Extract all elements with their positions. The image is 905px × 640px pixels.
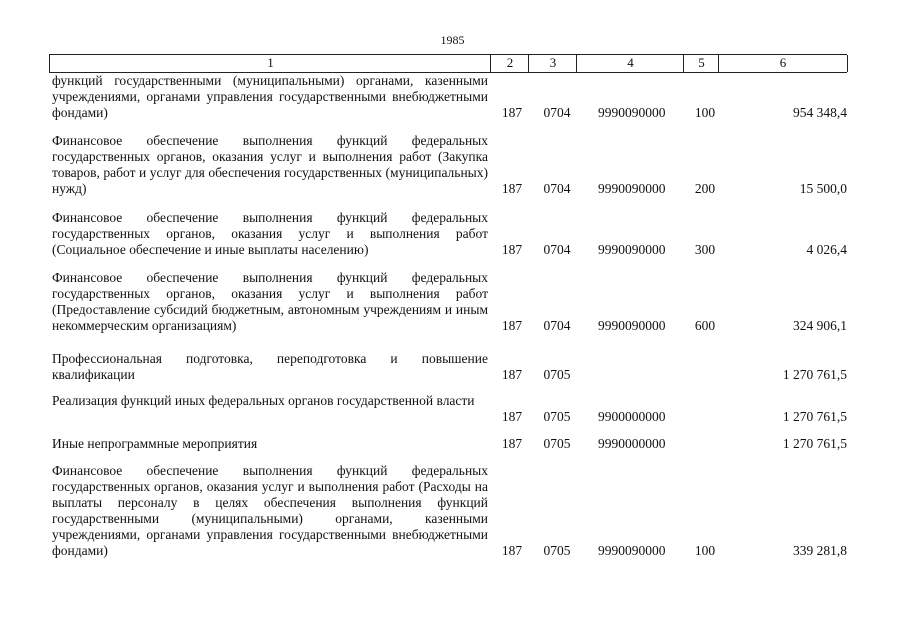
row-description: функций государственными (муниципальными) органами, казенными учреждениями, органами управления государственными внебюджетными фондами) <box>52 73 488 120</box>
table-row <box>0 270 905 334</box>
table-row <box>0 393 905 425</box>
header-col-2: 2 <box>490 55 529 72</box>
row-ministry-code: 187 <box>501 367 523 382</box>
row-description: Профессиональная подготовка, переподготовка и повышение квалификации <box>52 351 488 382</box>
row-amount: 324 906,1 <box>793 318 847 333</box>
row-amount: 4 026,4 <box>806 242 847 257</box>
row-description: Финансовое обеспечение выполнения функций федеральных государственных органов, оказания услуг и выполнения работ (Социальное обеспечение и иные выплаты населению) <box>52 210 488 257</box>
table-row <box>0 210 905 258</box>
row-expense-type: 300 <box>694 242 716 257</box>
row-amount: 954 348,4 <box>793 105 847 120</box>
row-target-code: 9990090000 <box>598 105 666 120</box>
row-target-code: 9990090000 <box>598 181 666 196</box>
row-section-code: 0704 <box>543 318 571 333</box>
page-number: 1985 <box>440 33 465 47</box>
row-section-code: 0705 <box>543 436 571 451</box>
row-amount: 339 281,8 <box>793 543 847 558</box>
row-target-code: 9990090000 <box>598 543 666 558</box>
header-col-5: 5 <box>683 55 719 72</box>
row-amount: 15 500,0 <box>799 181 847 196</box>
row-section-code: 0705 <box>543 543 571 558</box>
row-description: Финансовое обеспечение выполнения функций федеральных государственных органов, оказания услуг и выполнения работ (Предоставление субсидий бюджетным, автономным учреждениям и иным некоммерческим организациям) <box>52 270 488 333</box>
row-description: Финансовое обеспечение выполнения функций федеральных государственных органов, оказания услуг и выполнения работ (Расходы на выплаты персоналу в целях обеспечения выполнения функций государственными (муниципальными) органами, казенными учреждениями, органами управления государственными внебюджетными фондами) <box>52 463 488 558</box>
row-description: Финансовое обеспечение выполнения функций федеральных государственных органов, оказания услуг и выполнения работ (Закупка товаров, работ и услуг для обеспечения государственных (муниципальных) нужд) <box>52 133 488 196</box>
row-ministry-code: 187 <box>501 181 523 196</box>
table-header <box>49 54 847 73</box>
table-row <box>0 463 905 559</box>
table-row <box>0 436 905 452</box>
row-amount: 1 270 761,5 <box>782 367 847 382</box>
row-ministry-code: 187 <box>501 318 523 333</box>
row-expense-type: 100 <box>694 105 716 120</box>
table-row <box>0 133 905 197</box>
row-section-code: 0705 <box>543 367 571 382</box>
header-col-4: 4 <box>576 55 684 72</box>
row-ministry-code: 187 <box>501 105 523 120</box>
row-section-code: 0705 <box>543 409 571 424</box>
row-ministry-code: 187 <box>501 409 523 424</box>
row-target-code: 9990090000 <box>598 242 666 257</box>
row-amount: 1 270 761,5 <box>782 409 847 424</box>
row-target-code: 9990090000 <box>598 318 666 333</box>
row-amount: 1 270 761,5 <box>782 436 847 451</box>
row-description: Реализация функций иных федеральных органов государственной власти <box>52 393 475 408</box>
row-expense-type: 600 <box>694 318 716 333</box>
header-col-3: 3 <box>528 55 577 72</box>
row-ministry-code: 187 <box>501 436 523 451</box>
row-description: Иные непрограммные мероприятия <box>52 436 258 451</box>
row-target-code: 9990000000 <box>598 436 666 451</box>
row-ministry-code: 187 <box>501 543 523 558</box>
row-expense-type: 200 <box>694 181 716 196</box>
table-row <box>0 351 905 383</box>
row-section-code: 0704 <box>543 242 571 257</box>
row-expense-type: 100 <box>694 543 716 558</box>
header-col-6: 6 <box>718 55 848 72</box>
table-row <box>0 73 905 121</box>
row-section-code: 0704 <box>543 105 571 120</box>
row-section-code: 0704 <box>543 181 571 196</box>
row-target-code: 9900000000 <box>598 409 666 424</box>
row-ministry-code: 187 <box>501 242 523 257</box>
header-col-1: 1 <box>49 55 491 72</box>
